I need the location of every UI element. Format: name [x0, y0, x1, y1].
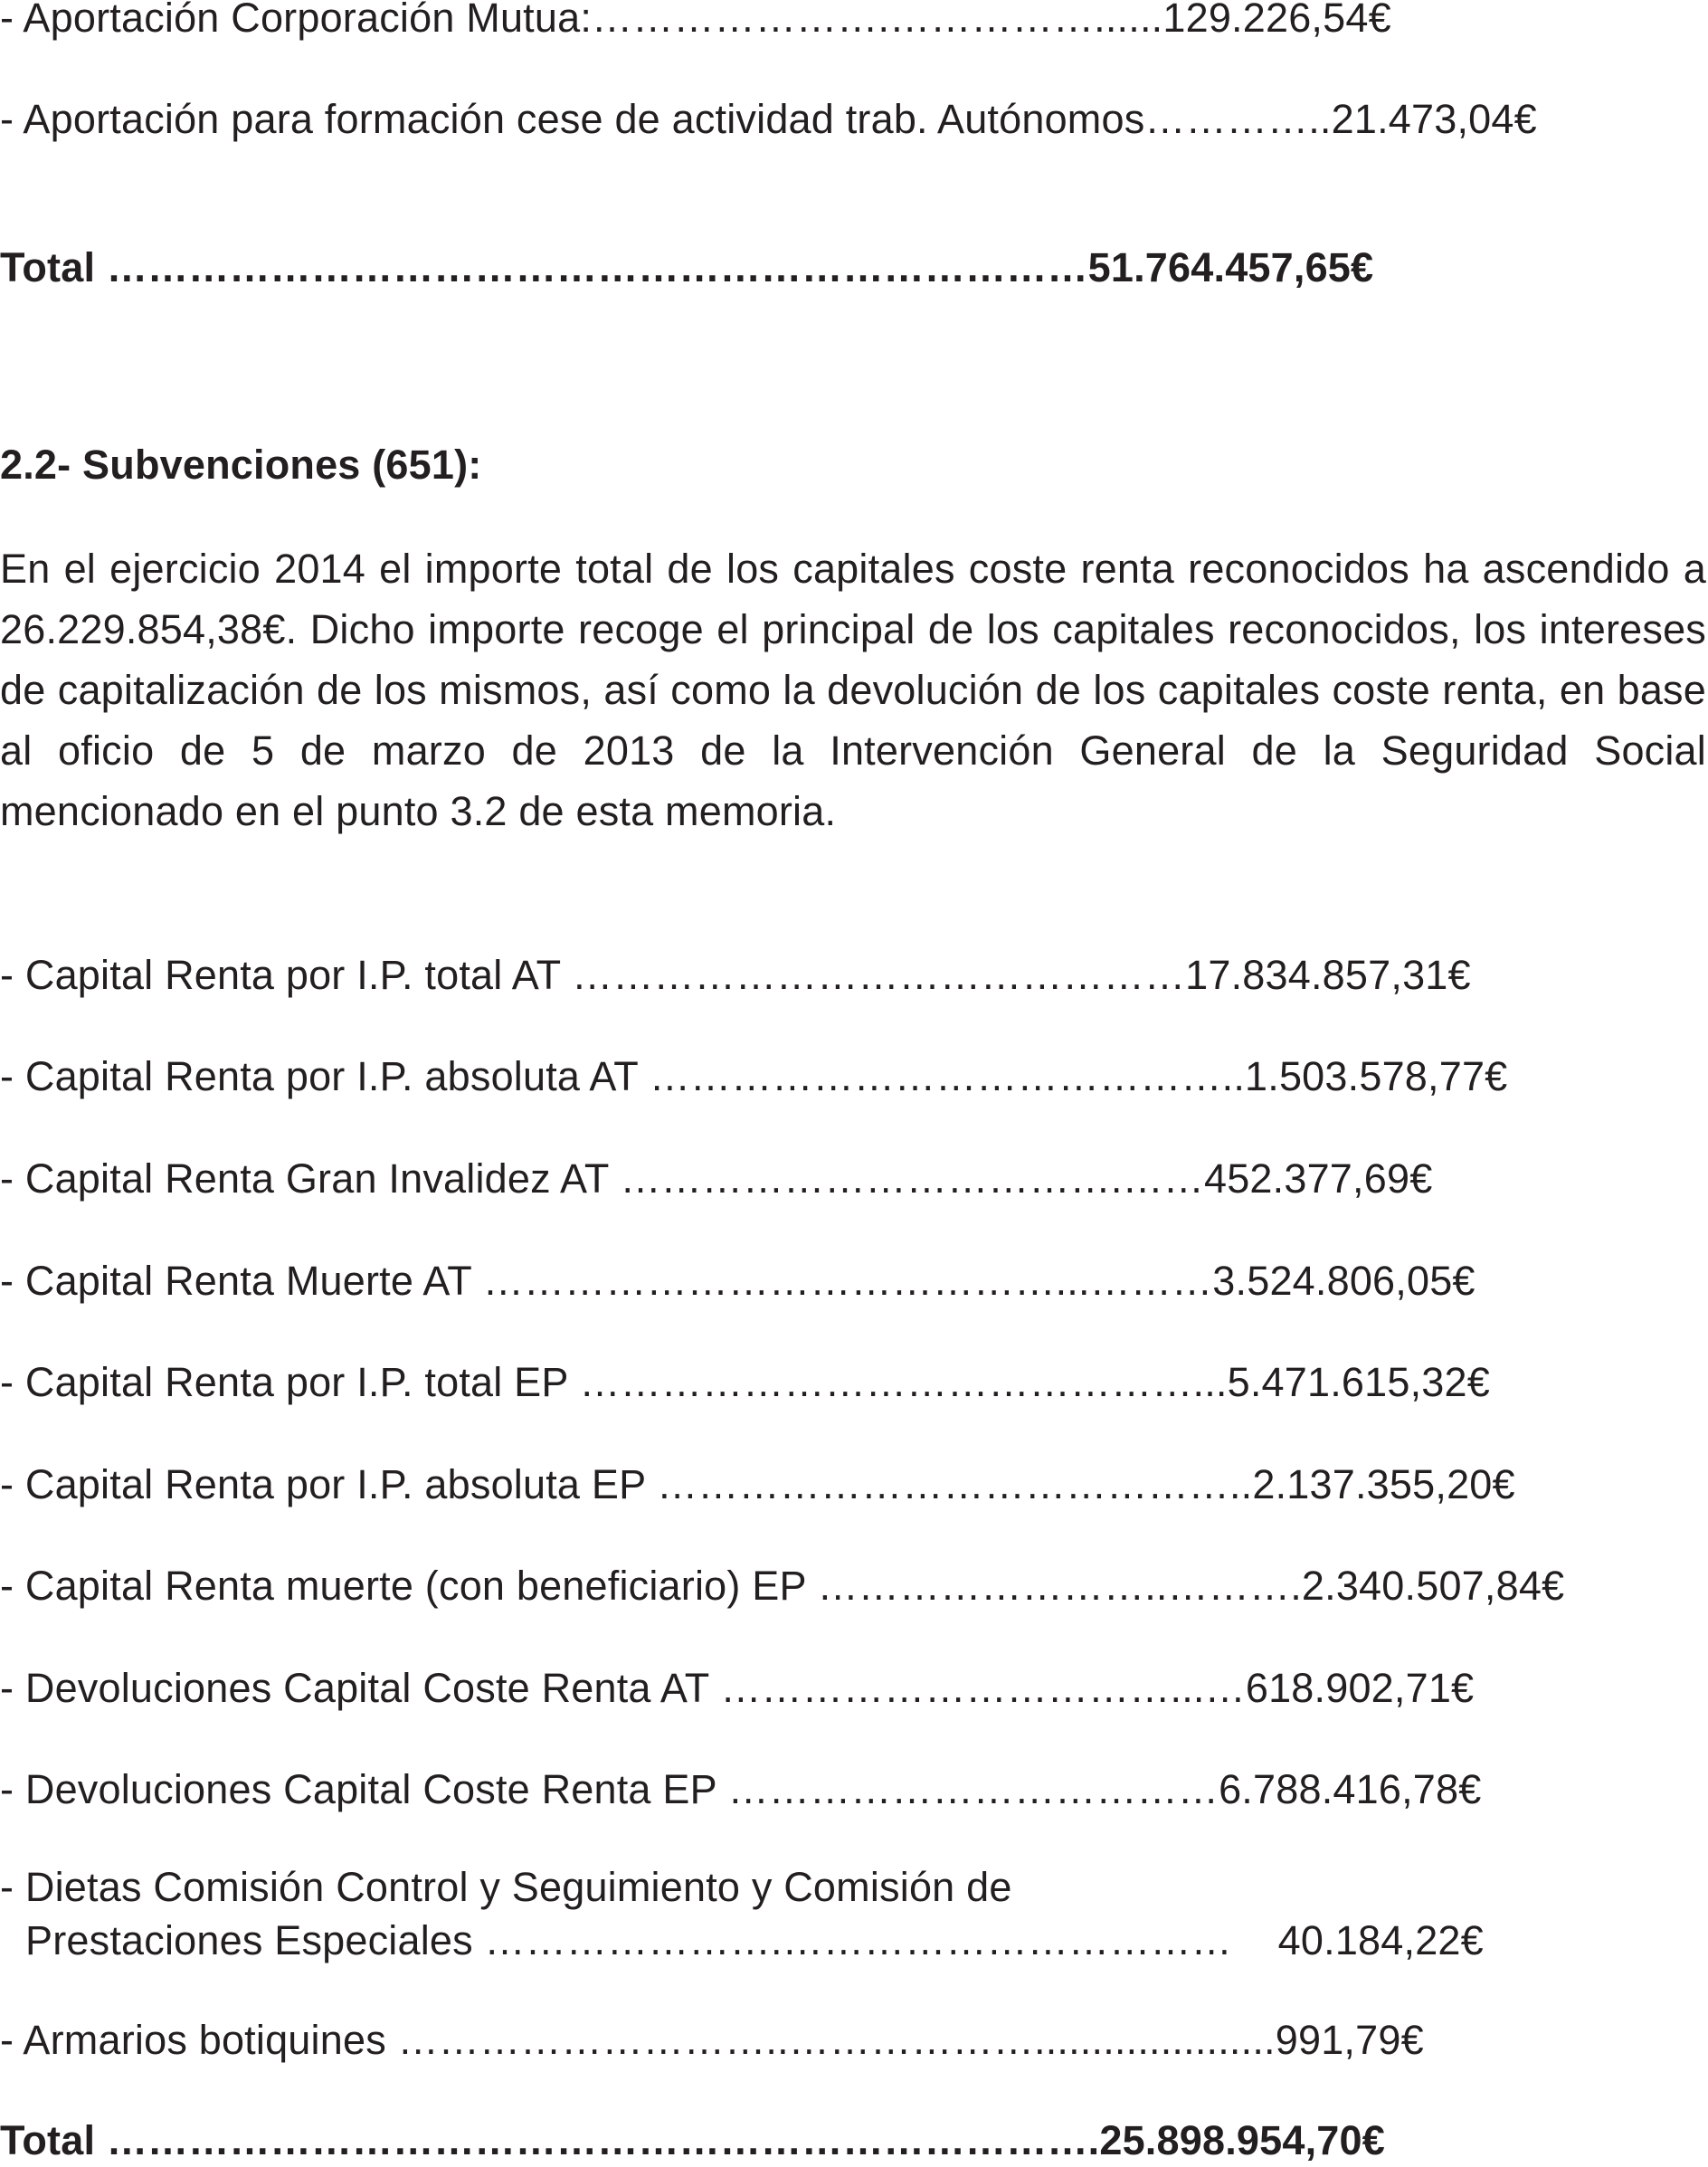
section-heading: 2.2- Subvenciones (651):	[0, 442, 482, 488]
total-line-1: Total ………………………………………………………………51.764.457,65€	[0, 244, 1374, 290]
item-armarios-botiquines: - Armarios botiquines ………………………..……………….....................991,79€	[0, 2017, 1424, 2063]
item-gran-invalidez-at: - Capital Renta Gran Invalidez AT ……………………………….……452.377,69€	[0, 1155, 1433, 1202]
item-devoluciones-ep: - Devoluciones Capital Coste Renta EP ………………………………6.788.416,78€	[0, 1766, 1482, 1812]
paragraph-subvenciones: En el ejercicio 2014 el importe total de los capitales coste renta reconocidos ha ascendido a 26.229.854,38€. Dicho importe recoge el principal de los capitales reconocidos, los intereses de capitalización de los mismos, así como la devolución de los capitales coste renta, en base al oficio de 5 de marzo de 2013 de la Intervención General de la Seguridad Social mencionado en el punto 3.2 de esta memoria.	[0, 546, 1706, 834]
item-ip-absoluta-ep: - Capital Renta por I.P. absoluta EP ……………………………………..2.137.355,20€	[0, 1461, 1515, 1507]
item-devoluciones-at: - Devoluciones Capital Coste Renta AT ……………………………...…618.902,71€	[0, 1665, 1475, 1711]
item-dietas-line-2: Prestaciones Especiales ………………….…………………………… 40.184,22€	[25, 1917, 1484, 1963]
item-muerte-ep: - Capital Renta muerte (con beneficiario) EP ……………………..……….2.340.507,84€	[0, 1563, 1565, 1609]
item-ip-total-ep: - Capital Renta por I.P. total EP ………………………………………...5.471.615,32€	[0, 1359, 1490, 1405]
item-aportacion-corporacion-mutua: - Aportación Corporación Mutua:………………….……………......129.226,54€	[0, 0, 1391, 41]
item-dietas-line-1: - Dietas Comisión Control y Seguimiento y Comisión de	[0, 1864, 1012, 1910]
total-line-2: Total ……………………………………………………………….25.898.954,70€	[0, 2117, 1385, 2163]
item-ip-absoluta-at: - Capital Renta por I.P. absoluta AT ……………………………………..1.503.578,77€	[0, 1053, 1508, 1099]
item-aportacion-formacion-autonomos: - Aportación para formación cese de actividad trab. Autónomos…………..21.473,04€	[0, 96, 1537, 142]
item-ip-total-at: - Capital Renta por I.P. total AT ………………………………………17.834.857,31€	[0, 952, 1471, 998]
item-muerte-at: - Capital Renta Muerte AT ……………………………………...………3.524.806,05€	[0, 1258, 1476, 1304]
